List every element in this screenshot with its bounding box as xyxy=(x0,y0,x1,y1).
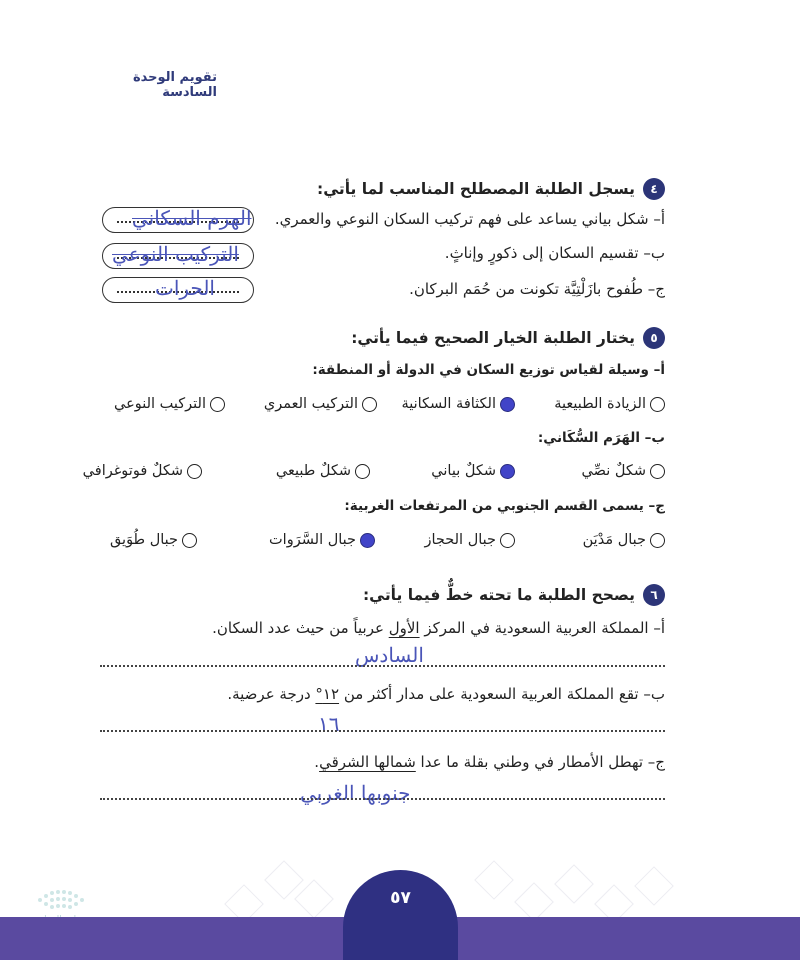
q5-options-a xyxy=(100,396,665,420)
radio-icon xyxy=(355,464,370,479)
underlined-term: ١٢° xyxy=(315,685,340,703)
q4-handwritten-answer-c: الحرات xyxy=(155,276,215,300)
q6-handwritten-answer-c: جنوبها الغربي xyxy=(300,781,411,805)
question-6-title: ٦ يصحح الطلبة ما تحته خطٌّ فيما يأتي: xyxy=(363,584,665,606)
underlined-term: شمالها الشرقي xyxy=(319,753,416,771)
option-population-density[interactable]: الكثافة السكانية xyxy=(401,396,515,412)
underlined-term: الأول xyxy=(388,619,420,637)
question-5-title: ٥ يختار الطلبة الخيار الصحيح فيما يأتي: xyxy=(351,327,665,349)
decor-diamond xyxy=(634,866,674,906)
unit-header: تقويم الوحدة السادسة xyxy=(132,70,217,100)
option-natural-increase[interactable]: الزيادة الطبيعية xyxy=(554,396,665,412)
option-sarawat-mountains[interactable]: جبال السَّرَوات xyxy=(269,532,375,548)
q6-answer-line-c[interactable] xyxy=(100,798,665,800)
q6-item-a: أ– المملكة العربية السعودية في المركز الأول عربياً من حيث عدد السكان. xyxy=(212,619,665,637)
option-gender-structure[interactable]: التركيب النوعي xyxy=(114,396,225,412)
q5-options-c xyxy=(100,532,665,556)
q4-item-b: ب– تقسيم السكان إلى ذكورٍ وإناثٍ. xyxy=(444,244,665,262)
radio-selected-icon xyxy=(500,397,515,412)
radio-icon xyxy=(187,464,202,479)
q4-handwritten-answer-b: التركيب النوعي xyxy=(112,242,239,266)
page-number-tab xyxy=(343,870,458,960)
question-number-badge: ٦ xyxy=(643,584,665,606)
q4-item-a: أ– شكل بياني يساعد على فهم تركيب السكان النوعي والعمري. xyxy=(274,210,665,228)
option-madyan-mountains[interactable]: جبال مَدْيَن xyxy=(583,532,665,548)
q4-handwritten-answer-a: الهرم السكاني xyxy=(132,206,252,230)
q6-item-c: ج– تهطل الأمطار في وطني بقلة ما عدا شمالها الشرقي. xyxy=(314,753,665,771)
option-text-shape[interactable]: شكلٌ نصِّي xyxy=(582,463,665,479)
q4-item-c: ج– طُفوح بازَلْتِيَّة تكونت من حُمَم البركان. xyxy=(409,280,665,298)
option-age-structure[interactable]: التركيب العمري xyxy=(264,396,377,412)
decor-diamond xyxy=(474,860,514,900)
q5-prompt-b: ب– الهَرَم السُّكَاني: xyxy=(537,430,665,446)
q6-item-b: ب– تقع المملكة العربية السعودية على مدار أكثر من ١٢° درجة عرضية. xyxy=(227,685,665,703)
decor-diamond xyxy=(514,882,554,922)
q6-answer-line-a[interactable] xyxy=(100,665,665,667)
question-number-badge: ٥ xyxy=(643,327,665,349)
radio-selected-icon xyxy=(360,533,375,548)
option-chart-shape[interactable]: شكلٌ بياني xyxy=(431,463,515,479)
radio-icon xyxy=(650,397,665,412)
q6-answer-line-b[interactable] xyxy=(100,730,665,732)
q6-handwritten-answer-a: السادس xyxy=(355,643,424,667)
decor-diamond xyxy=(294,879,334,919)
radio-icon xyxy=(500,533,515,548)
option-hijaz-mountains[interactable]: جبال الحجاز xyxy=(425,532,516,548)
radio-icon xyxy=(210,397,225,412)
decor-diamond xyxy=(554,864,594,904)
q5-prompt-a: أ– وسيلة لقياس توزيع السكان في الدولة أو المنطقة: xyxy=(312,362,665,378)
option-photo-shape[interactable]: شكلٌ فوتوغرافي xyxy=(83,463,202,479)
page-number: ٥٧ xyxy=(390,888,411,908)
q6-handwritten-answer-b: ١٦ xyxy=(318,712,340,736)
option-natural-shape[interactable]: شكلٌ طبيعي xyxy=(276,463,370,479)
question-number-badge: ٤ xyxy=(643,178,665,200)
radio-icon xyxy=(650,464,665,479)
radio-icon xyxy=(362,397,377,412)
radio-icon xyxy=(650,533,665,548)
q5-options-b xyxy=(82,463,665,487)
radio-selected-icon xyxy=(500,464,515,479)
radio-icon xyxy=(182,533,197,548)
option-tuwaiq-mountains[interactable]: جبال طُوَيق xyxy=(110,532,197,548)
q5-prompt-c: ج– يسمى القسم الجنوبي من المرتفعات الغربية: xyxy=(344,498,665,514)
question-4-title: ٤ يسجل الطلبة المصطلح المناسب لما يأتي: xyxy=(317,178,665,200)
